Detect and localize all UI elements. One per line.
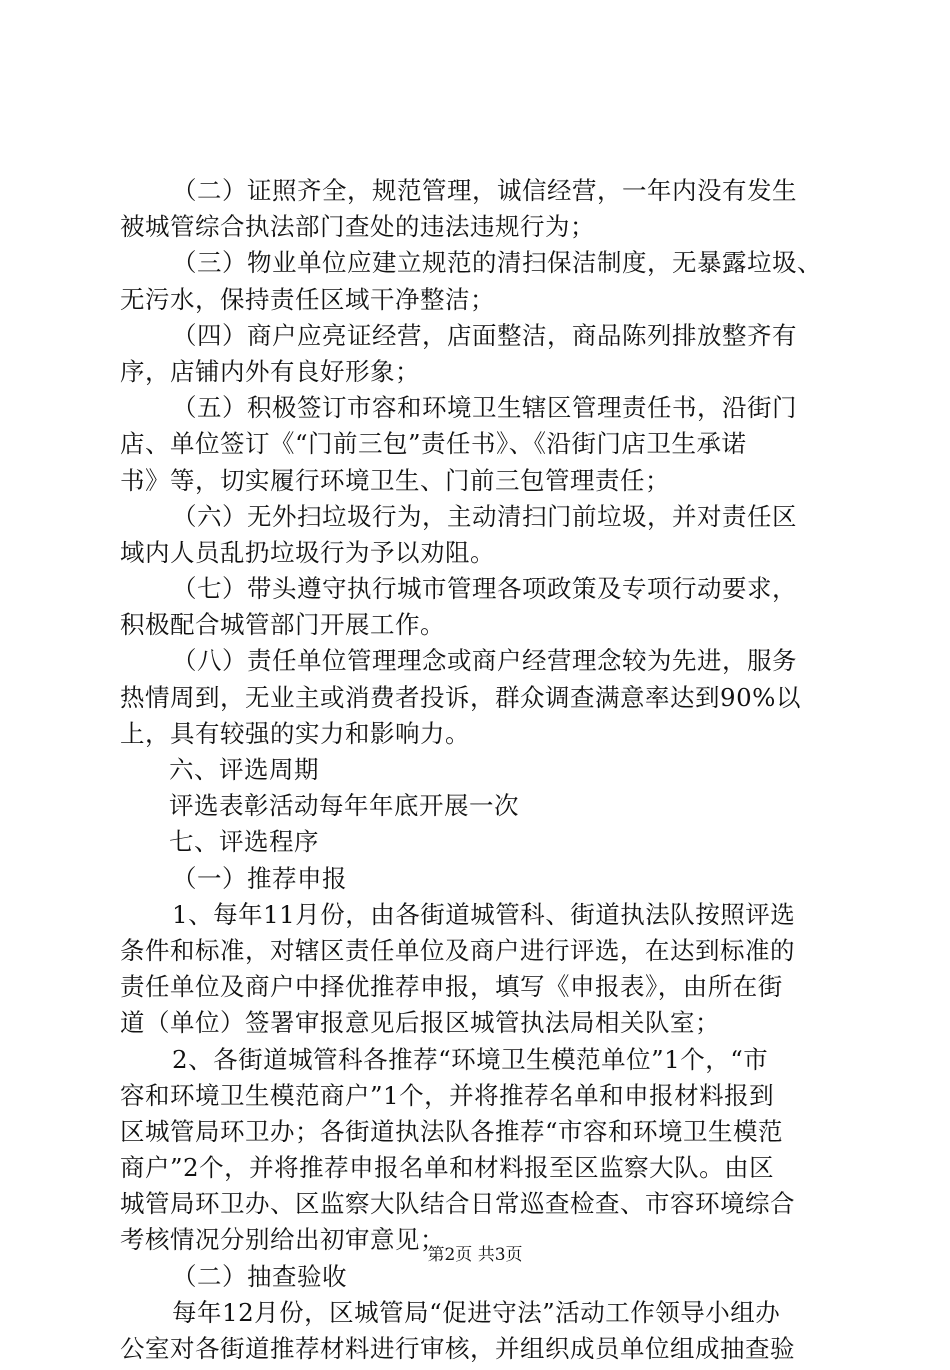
paragraph-line: 条件和标准，对辖区责任单位及商户进行评选，在达到标准的 bbox=[120, 935, 795, 965]
paragraph-line: 书》等，切实履行环境卫生、门前三包管理责任； bbox=[120, 465, 670, 495]
paragraph-line: （二）证照齐全，规范管理，诚信经营，一年内没有发生 bbox=[172, 176, 797, 205]
paragraph-line: 责任单位及商户中择优推荐申报，填写《申报表》，由所在街 bbox=[120, 972, 783, 1002]
paragraph-line: 积极配合城管部门开展工作。 bbox=[120, 610, 445, 640]
paragraph-line: （五）积极签订市容和环境卫生辖区管理责任书，沿街门 bbox=[172, 393, 797, 423]
paragraph-line: 评选表彰活动每年年底开展一次 bbox=[169, 791, 519, 821]
paragraph-line: 无污水，保持责任区域干净整洁； bbox=[120, 284, 495, 314]
paragraph-line: 1、每年11月份，由各街道城管科、街道执法队按照评选 bbox=[172, 899, 796, 929]
paragraph-line: 店、单位签订《“门前三包”责任书》、《沿街门店卫生承诺 bbox=[120, 429, 747, 459]
paragraph-line: （三）物业单位应建立规范的清扫保洁制度，无暴露垃圾、 bbox=[172, 248, 822, 278]
section-heading: 七、评选程序 bbox=[169, 827, 319, 857]
paragraph-line: （六）无外扫垃圾行为，主动清扫门前垃圾，并对责任区 bbox=[172, 501, 797, 531]
paragraph-line: （七）带头遵守执行城市管理各项政策及专项行动要求， bbox=[172, 574, 797, 604]
section-heading: 六、评选周期 bbox=[169, 755, 319, 784]
paragraph-line: 考核情况分别给出初审意见； bbox=[120, 1225, 445, 1255]
page-footer: 第2页 共3页 bbox=[427, 1245, 523, 1265]
document-body bbox=[120, 176, 850, 1370]
subsection-heading: （二）抽查验收 bbox=[172, 1261, 347, 1291]
paragraph-line: 容和环境卫生模范商户”1个，并将推荐名单和申报材料报到 bbox=[120, 1080, 775, 1110]
paragraph-line: （八）责任单位管理理念或商户经营理念较为先进，服务 bbox=[172, 646, 797, 676]
paragraph-line: 被城管综合执法部门查处的违法违规行为； bbox=[120, 212, 595, 242]
subsection-heading: （一）推荐申报 bbox=[172, 863, 347, 893]
paragraph-line: 区城管局环卫办；各街道执法队各推荐“市容和环境卫生模范 bbox=[120, 1116, 784, 1146]
paragraph-line: 商户”2个，并将推荐申报名单和材料报至区监察大队。由区 bbox=[120, 1153, 775, 1183]
paragraph-line: 序，店铺内外有良好形象； bbox=[120, 356, 420, 386]
paragraph-line: 城管局环卫办、区监察大队结合日常巡查检查、市容环境综合 bbox=[120, 1189, 795, 1219]
paragraph-line: 公室对各街道推荐材料进行审核，并组织成员单位组成抽查验 bbox=[120, 1334, 795, 1363]
paragraph-line: 上，具有较强的实力和影响力。 bbox=[120, 718, 470, 748]
paragraph-line: （四）商户应亮证经营，店面整洁，商品陈列排放整齐有 bbox=[172, 320, 797, 350]
paragraph-line: 2、各街道城管科各推荐“环境卫生模范单位”1个，“市 bbox=[172, 1044, 769, 1074]
paragraph-line: 道（单位）签署审报意见后报区城管执法局相关队室； bbox=[120, 1008, 720, 1038]
paragraph-line: 热情周到，无业主或消费者投诉，群众调查满意率达到90%以 bbox=[120, 682, 801, 712]
paragraph-line: 域内人员乱扔垃圾行为予以劝阻。 bbox=[120, 537, 495, 567]
paragraph-line: 每年12月份，区城管局“促进守法”活动工作领导小组办 bbox=[172, 1297, 781, 1327]
